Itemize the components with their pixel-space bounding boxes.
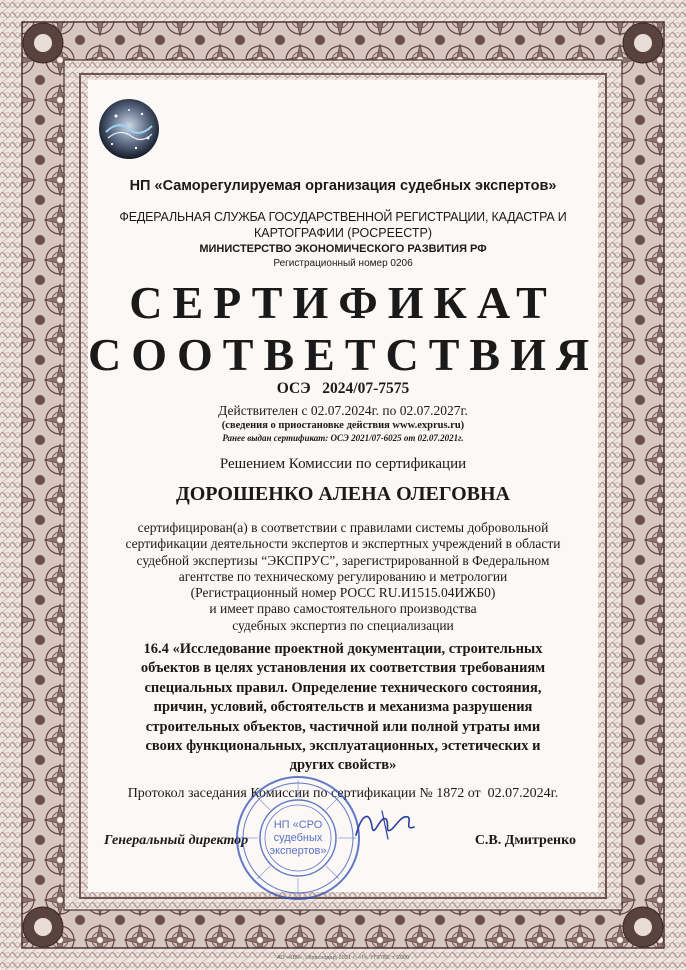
statement-line: и имеет право самостоятельного производства bbox=[209, 601, 477, 617]
director-signature bbox=[352, 805, 418, 845]
specialization-line: строительных объектов, частичной или полной утраты ими bbox=[145, 718, 541, 735]
director-title: Генеральный директор bbox=[104, 833, 249, 848]
title-certificate: СЕРТИФИКАТ bbox=[129, 277, 557, 328]
title-conformity: СООТВЕТСТВИЯ bbox=[88, 329, 600, 380]
specialization-line: 16.4 «Исследование проектной документации, строительных bbox=[143, 641, 543, 657]
statement-line: сертифицирован(а) в соответствии с правилами системы добровольной bbox=[137, 520, 549, 535]
commission-decision: Решением Комиссии по сертификации bbox=[219, 456, 467, 472]
holder-name: ДОРОШЕНКО АЛЕНА ОЛЕГОВНА bbox=[175, 483, 510, 505]
statement-line: судебной экспертизы “ЭКСПРУС”, зарегистрированной в Федеральном bbox=[136, 552, 550, 568]
certificate-body bbox=[88, 80, 598, 892]
statement-line: судебных экспертиз по специализации bbox=[232, 617, 454, 633]
specialization-line: других свойств» bbox=[289, 757, 397, 774]
svg-text:НП «СРО: НП «СРО bbox=[273, 819, 323, 831]
protocol-reference: Протокол заседания Комиссии по сертификации № 1872 от 02.07.2024г. bbox=[127, 786, 559, 801]
statement-line: агентстве по техническому регулированию и метрологии bbox=[178, 568, 508, 584]
organization-name: НП «Саморегулируемая организация судебных экспертов» bbox=[129, 178, 557, 194]
svg-text:экспертов»: экспертов» bbox=[269, 845, 327, 857]
specialization bbox=[88, 640, 598, 776]
signer-name: С.В. Дмитренко bbox=[474, 833, 576, 848]
organization-stamp bbox=[234, 774, 362, 902]
agency-line-1: ФЕДЕРАЛЬНАЯ СЛУЖБА ГОСУДАРСТВЕННОЙ РЕГИСТРАЦИИ, КАДАСТРА И bbox=[119, 210, 567, 224]
specialization-line: объектов в целях установления их соответствия требованиям bbox=[140, 660, 546, 677]
hologram-sticker bbox=[98, 98, 160, 160]
specialization-line: своих функциональных, эксплуатационных, эстетических и bbox=[145, 738, 541, 755]
certification-statement bbox=[88, 520, 598, 634]
registration-number: Регистрационный номер 0206 bbox=[273, 258, 413, 269]
agency-line-2: КАРТОГРАФИИ (РОСРЕЕСТР) bbox=[253, 226, 433, 240]
ministry-name: МИНИСТЕРСТВО ЭКОНОМИЧЕСКОГО РАЗВИТИЯ РФ bbox=[199, 243, 487, 255]
statement-line: (Регистрационный номер РОСС RU.И1515.04ИЖБ0) bbox=[190, 585, 496, 601]
previous-certificate: Ранее выдан сертификат: ОСЭ 2021/07-6025 от 02.07.2021г. bbox=[222, 433, 464, 443]
svg-text:судебных: судебных bbox=[273, 832, 323, 844]
certificate-number: ОСЭ 2024/07-7575 bbox=[276, 380, 410, 397]
print-info: АО «КБК», г.Краснодар, 2021 г., «Г», УГ3783, т. 2000 bbox=[276, 955, 410, 961]
statement-line: сертификации деятельности экспертов и экспертных учреждений в области bbox=[125, 536, 561, 552]
specialization-line: специальных правил. Определение технического состояния, bbox=[144, 679, 542, 696]
specialization-line: причин, условий, обстоятельств и механизма разрушения bbox=[153, 699, 533, 716]
validity-period: Действителен с 02.07.2024г. по 02.07.2027г. bbox=[218, 403, 468, 418]
suspension-info: (сведения о приостановке действия www.exprus.ru) bbox=[221, 420, 465, 431]
